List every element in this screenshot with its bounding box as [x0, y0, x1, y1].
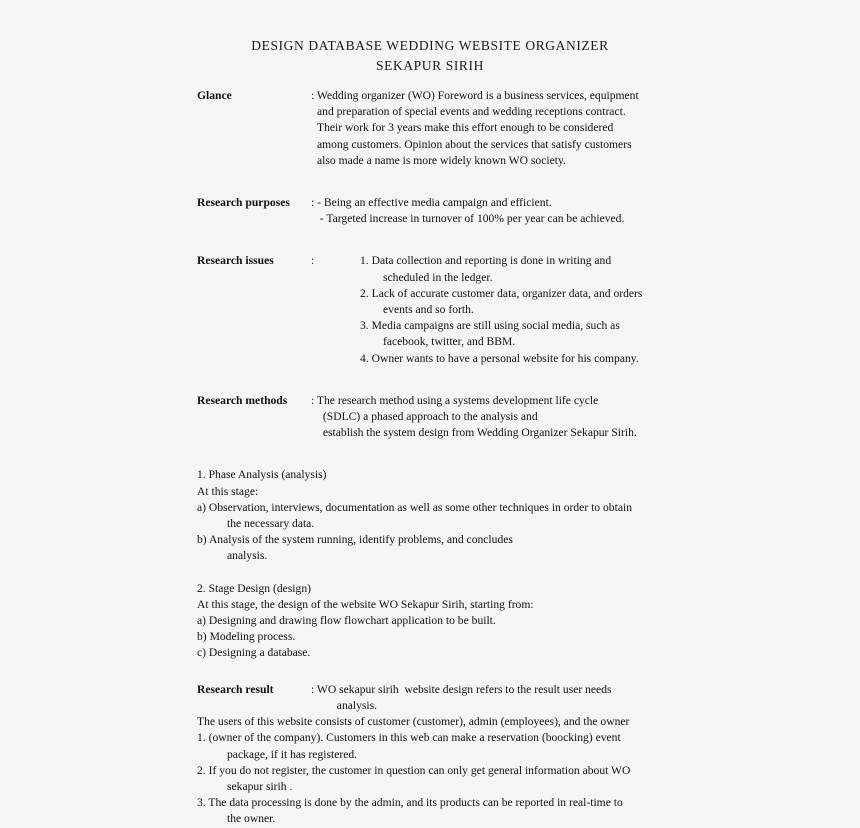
- spacer: [197, 169, 677, 195]
- research-methods-value: [311, 393, 677, 442]
- item-continuation: events and so forth.: [383, 303, 474, 317]
- list-item: [197, 795, 675, 827]
- glance-value: [311, 88, 677, 169]
- item-continuation: package, if it has registered.: [227, 747, 358, 761]
- research-result-value: [311, 682, 677, 714]
- research-purposes-label: Research purposes: [197, 196, 290, 210]
- phase-analysis-heading: 1. Phase Analysis (analysis): [197, 468, 327, 482]
- item-continuation: scheduled in the ledger.: [383, 270, 493, 284]
- list-item: [197, 629, 675, 645]
- item-marker: 3.: [360, 319, 369, 333]
- list-item: [197, 500, 675, 532]
- page-title: [120, 36, 740, 76]
- item-text: Data collection and reporting is done in writing and: [371, 254, 612, 268]
- list-item: [360, 286, 677, 318]
- research-result-users: [197, 714, 675, 827]
- research-result-label: Research result: [197, 682, 274, 696]
- glance-line-4: among customers. Opinion about the services that satisfy customers: [317, 137, 632, 151]
- glance-line-5: also made a name is more widely known WO society.: [317, 153, 566, 167]
- item-text: Designing and drawing flow flowchart application to be built.: [208, 614, 496, 628]
- research-purposes-value: [311, 195, 677, 227]
- item-marker: 2.: [360, 286, 369, 300]
- spacer: [197, 227, 677, 253]
- item-marker: a): [197, 500, 207, 514]
- item-continuation: the necessary data.: [227, 517, 315, 531]
- item-text: (owner of the company). Customers in this web can make a reservation (boocking) event: [208, 731, 621, 745]
- section-phase-analysis: [197, 467, 675, 564]
- research-issues-label: Research issues: [197, 254, 274, 268]
- item-continuation: the owner.: [227, 812, 276, 826]
- glance-line-1: : Wedding organizer (WO) Foreword is a business services, equipment: [311, 89, 639, 102]
- list-item: [197, 613, 675, 629]
- research-issues-list: [320, 253, 677, 366]
- item-marker: b): [197, 630, 207, 644]
- users-intro: The users of this website consists of customer (customer), admin (employees), and the owner: [197, 715, 630, 729]
- glance-line-3: Their work for 3 years make this effort enough to be considered: [317, 121, 614, 135]
- item-text: Observation, interviews, documentation as well as some other techniques in order to obtain: [208, 500, 632, 514]
- section-research-issues: [197, 253, 677, 366]
- research-methods-line-3: establish the system design from Wedding Organizer Sekapur Sirih.: [320, 426, 637, 440]
- research-result-line-1: : WO sekapur sirih website design refers to the result user needs: [311, 682, 612, 696]
- research-methods-line-2: (SDLC) a phased approach to the analysis and: [320, 410, 538, 424]
- spacer: [197, 565, 677, 581]
- item-marker: c): [197, 646, 207, 660]
- item-marker: b): [197, 533, 207, 547]
- item-marker: 2.: [197, 763, 206, 777]
- list-item: [360, 253, 677, 285]
- research-issues-colon: :: [311, 254, 315, 268]
- item-marker: 1.: [360, 254, 369, 268]
- section-research-methods: [197, 393, 677, 442]
- list-item: [360, 318, 677, 350]
- item-text: If you do not register, the customer in question can only get general information about WO: [208, 763, 631, 777]
- list-item: [197, 763, 675, 795]
- research-methods-label: Research methods: [197, 393, 288, 407]
- glance-label: Glance: [197, 89, 232, 102]
- stage-design-heading: 2. Stage Design (design): [197, 581, 311, 595]
- section-research-result: [197, 682, 677, 714]
- research-purposes-line-1: : - Being an effective media campaign and efficient.: [311, 196, 552, 210]
- research-methods-line-1: : The research method using a systems development life cycle: [311, 393, 599, 407]
- item-text: Lack of accurate customer data, organizer data, and orders: [371, 286, 643, 300]
- item-marker: a): [197, 614, 207, 628]
- item-continuation: facebook, twitter, and BBM.: [383, 335, 516, 349]
- title-line-2: SEKAPUR SIRIH: [376, 58, 484, 73]
- spacer: [197, 662, 677, 682]
- title-line-1: DESIGN DATABASE WEDDING WEBSITE ORGANIZER: [251, 38, 609, 53]
- item-text: The data processing is done by the admin, and its products can be reported in real-time to: [208, 796, 623, 810]
- list-item: [360, 351, 677, 367]
- list-item: [197, 645, 675, 661]
- item-text: Modeling process.: [209, 630, 296, 644]
- item-text: Owner wants to have a personal website for his company.: [371, 351, 639, 365]
- research-purposes-line-2: - Targeted increase in turnover of 100% per year can be achieved.: [314, 212, 625, 226]
- item-marker: 3.: [197, 796, 206, 810]
- glance-line-2: and preparation of special events and wedding receptions contract.: [317, 105, 626, 119]
- item-text: Designing a database.: [208, 646, 311, 660]
- research-result-line-2: analysis.: [331, 698, 378, 712]
- item-continuation: sekapur sirih .: [227, 779, 293, 793]
- phase-analysis-intro: At this stage:: [197, 484, 259, 498]
- stage-design-intro: At this stage, the design of the website WO Sekapur Sirih, starting from:: [197, 597, 534, 611]
- item-text: Media campaigns are still using social media, such as: [371, 319, 620, 333]
- section-research-purposes: [197, 195, 677, 227]
- item-marker: 4.: [360, 351, 369, 365]
- spacer: [197, 441, 677, 467]
- item-continuation: analysis.: [227, 549, 268, 563]
- item-marker: 1.: [197, 731, 206, 745]
- item-text: Analysis of the system running, identify problems, and concludes: [208, 533, 513, 547]
- spacer: [197, 367, 677, 393]
- list-item: [197, 730, 675, 762]
- list-item: [197, 532, 675, 564]
- section-stage-design: [197, 581, 675, 662]
- document-body: [197, 88, 677, 828]
- section-glance: [197, 88, 677, 169]
- research-issues-value: [320, 253, 677, 366]
